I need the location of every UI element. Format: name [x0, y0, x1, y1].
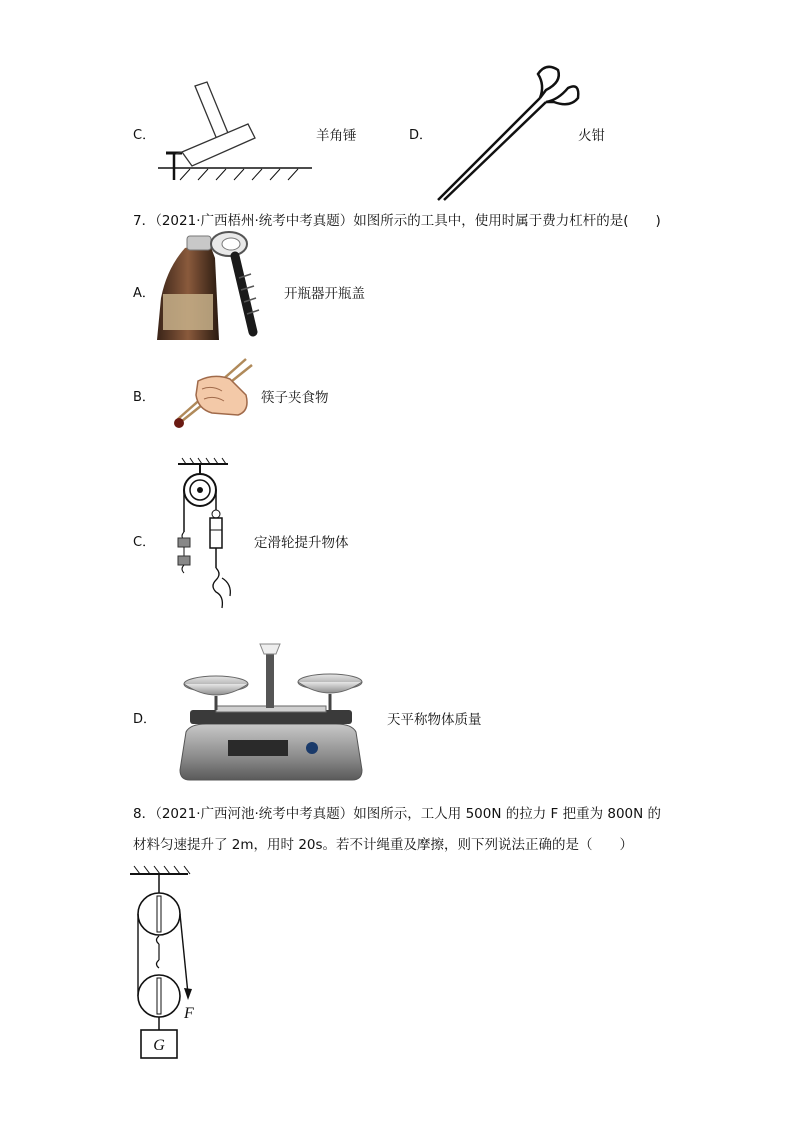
q8-stem-line1: 8．（2021·广西河池·统考中考真题）如图所示，工人用 500N 的拉力 F 把重为 800N 的: [133, 806, 662, 822]
q7-stem: 7．（2021·广西梧州·统考中考真题）如图所示的工具中，使用时属于费力杠杆的是( ): [133, 213, 661, 229]
q8-stem-line2: 材料匀速提升了 2m，用时 20s。若不计绳重及摩擦，则下列说法正确的是（ ）: [133, 837, 634, 853]
q7-option-b-label: 筷子夹食物: [261, 390, 329, 406]
balance-scale-figure: [176, 640, 366, 785]
q7-option-b-letter: B．: [133, 390, 155, 405]
q7-option-a-letter: A．: [133, 286, 155, 301]
q7-option-d-letter: D．: [133, 712, 157, 727]
q7-option-c-letter: C．: [133, 535, 156, 550]
bottle-opener-figure: [157, 228, 282, 340]
q6-option-c-label: 羊角锤: [316, 128, 357, 144]
q6-option-d-label: 火钳: [578, 128, 605, 144]
weight-label: G: [153, 1037, 165, 1054]
force-label: F: [184, 1005, 194, 1022]
claw-hammer-figure: [150, 80, 320, 185]
q7-option-d-label: 天平称物体质量: [387, 712, 482, 728]
fixed-pulley-figure: [170, 458, 245, 616]
pulley-block-figure: [128, 866, 208, 1062]
chopsticks-figure: [168, 355, 258, 433]
q7-option-c-label: 定滑轮提升物体: [254, 535, 349, 551]
fire-tongs-figure: [430, 60, 585, 205]
q6-option-c-letter: C．: [133, 128, 156, 143]
q6-option-d-letter: D．: [409, 128, 433, 143]
q7-option-a-label: 开瓶器开瓶盖: [284, 286, 365, 302]
